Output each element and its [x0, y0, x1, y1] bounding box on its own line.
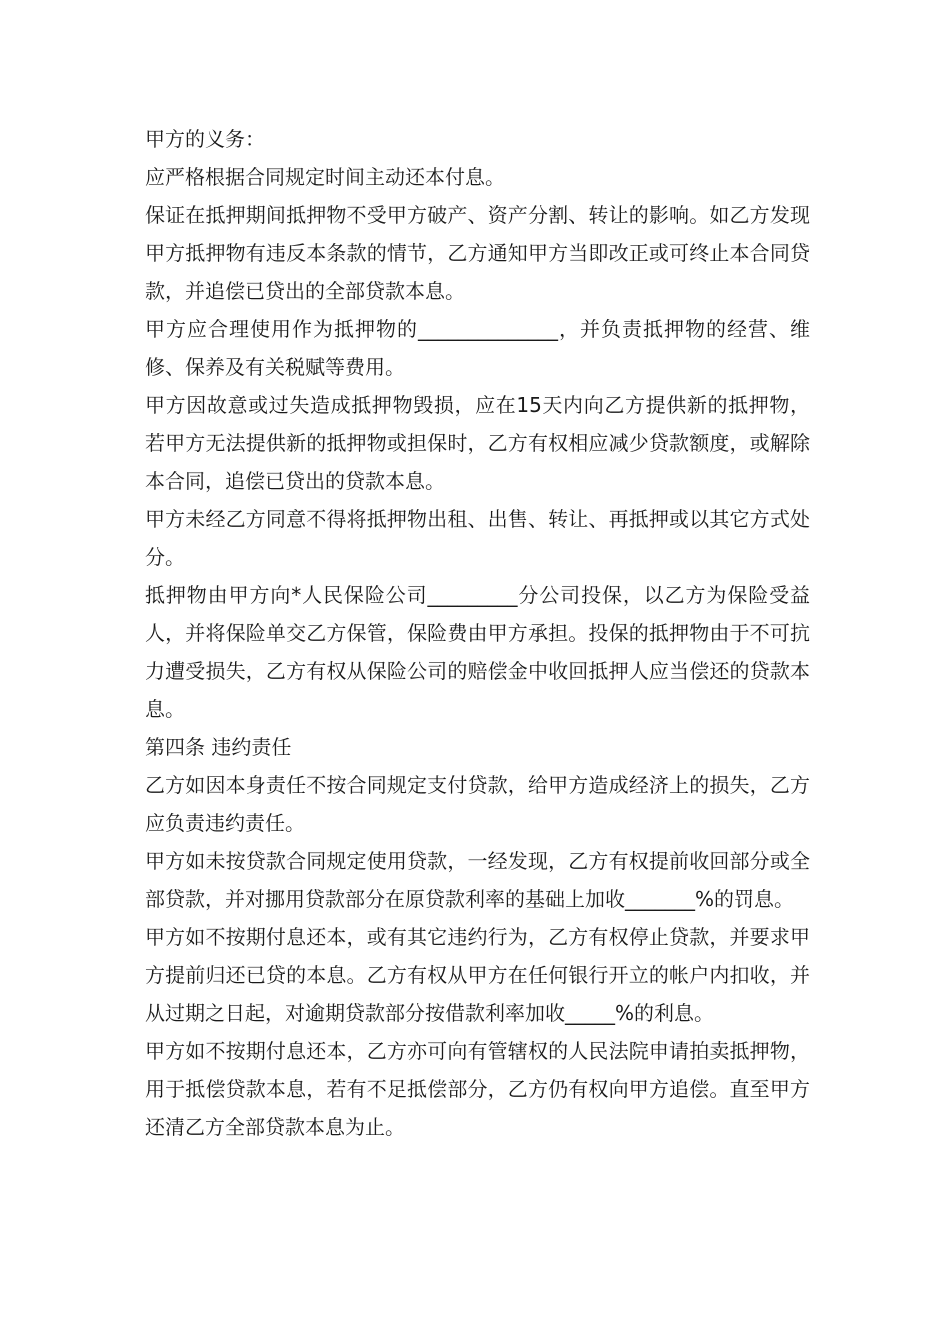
paragraph-insurance: 抵押物由甲方向*人民保险公司_________分公司投保，以乙方为保险受益人，并将保险单交乙方保管，保险费由甲方承担。投保的抵押物由于不可抗力遭受损失，乙方有权从保险公司的赔偿金中收回抵押人应当偿还的贷款本息。 — [145, 583, 810, 721]
paragraph-collateral-damage: 甲方因故意或过失造成抵押物毁损，应在15天内向乙方提供新的抵押物，若甲方无法提供新的抵押物或担保时，乙方有权相应减少贷款额度，或解除本合同，追偿已贷出的贷款本息。 — [145, 393, 810, 493]
article-four-heading: 第四条 违约责任 — [145, 735, 292, 759]
paragraph-misuse-penalty: 甲方如未按贷款合同规定使用贷款，一经发现，乙方有权提前收回部分或全部贷款，并对挪用贷款部分在原贷款利率的基础上加收_______%的罚息。 — [145, 849, 810, 911]
obligations-heading: 甲方的义务： — [145, 127, 265, 151]
paragraph-lender-breach: 乙方如因本身责任不按合同规定支付贷款，给甲方造成经济上的损失，乙方应负责违约责任。 — [145, 773, 810, 835]
paragraph-collateral-use: 甲方应合理使用作为抵押物的______________，并负责抵押物的经营、维修、保养及有关税赋等费用。 — [145, 317, 810, 379]
paragraph-collateral-protection: 保证在抵押期间抵押物不受甲方破产、资产分割、转让的影响。如乙方发现甲方抵押物有违反本条款的情节，乙方通知甲方当即改正或可终止本合同贷款，并追偿已贷出的全部贷款本息。 — [145, 203, 810, 303]
paragraph-collateral-disposal: 甲方未经乙方同意不得将抵押物出租、出售、转让、再抵押或以其它方式处分。 — [145, 507, 810, 569]
paragraph-repayment: 应严格根据合同规定时间主动还本付息。 — [145, 165, 505, 189]
paragraph-late-payment: 甲方如不按期付息还本，或有其它违约行为，乙方有权停止贷款，并要求甲方提前归还已贷的本息。乙方有权从甲方在任何银行开立的帐户内扣收，并从过期之日起，对逾期贷款部分按借款利率加收_____%的利息。 — [145, 925, 810, 1025]
paragraph-auction: 甲方如不按期付息还本，乙方亦可向有管辖权的人民法院申请拍卖抵押物，用于抵偿贷款本息，若有不足抵偿部分，乙方仍有权向甲方追偿。直至甲方还清乙方全部贷款本息为止。 — [145, 1039, 810, 1139]
document-body — [145, 120, 810, 1146]
